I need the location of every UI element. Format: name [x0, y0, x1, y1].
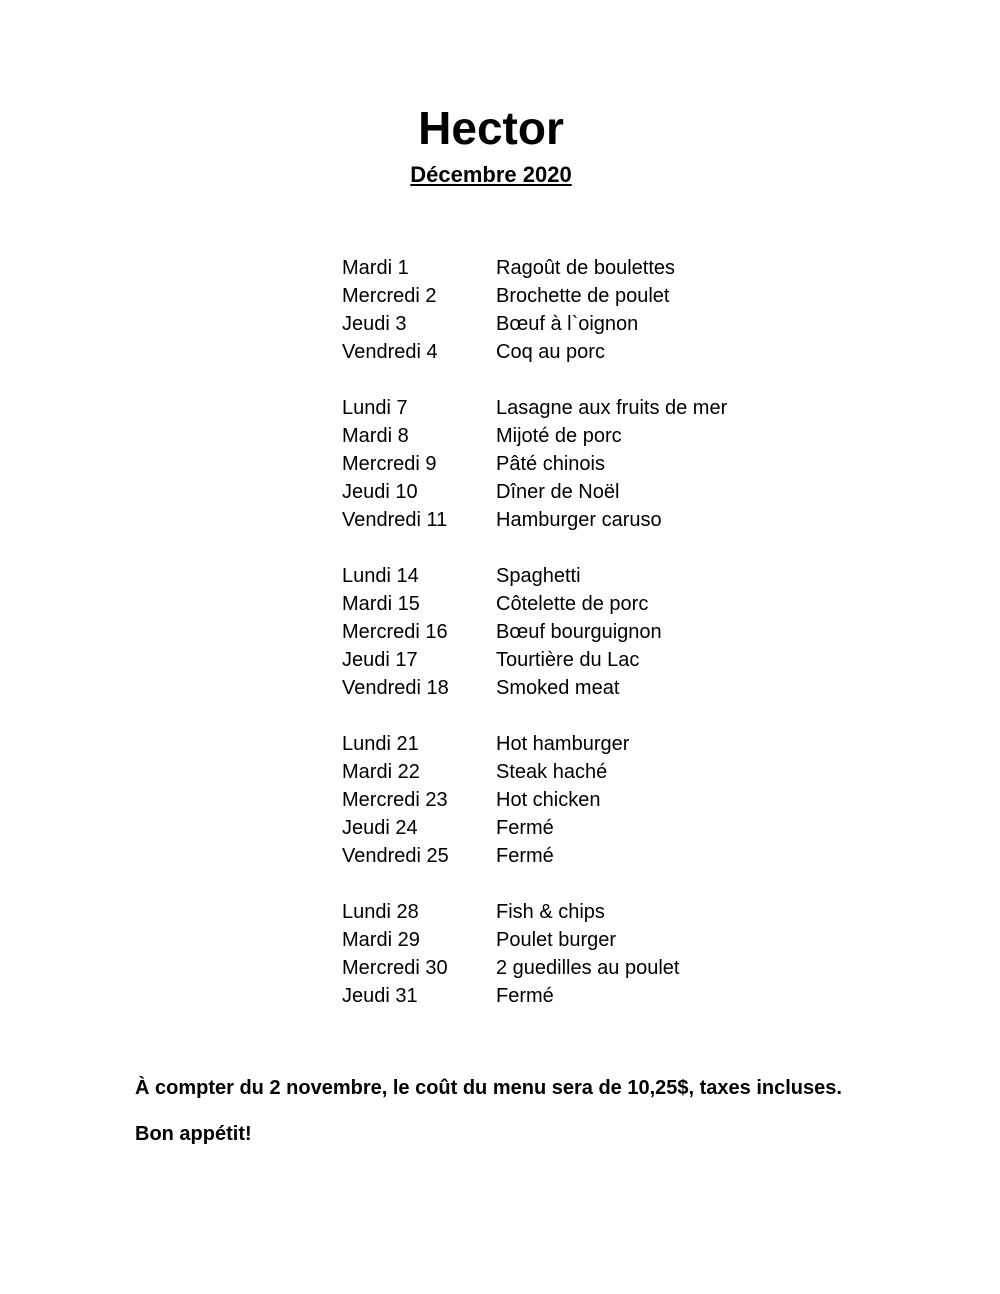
menu-dish: 2 guedilles au poulet [496, 957, 680, 979]
menu-row [342, 562, 862, 590]
menu-dish: Bœuf bourguignon [496, 621, 662, 643]
menu-week [342, 562, 862, 702]
menu-dish: Brochette de poulet [496, 285, 670, 307]
menu-day: Vendredi 11 [342, 509, 448, 531]
menu-row [342, 982, 862, 1010]
menu-row [342, 954, 862, 982]
menu-row [342, 842, 862, 870]
menu-day: Mercredi 23 [342, 789, 448, 811]
menu-row [342, 814, 862, 842]
menu-dish: Fish & chips [496, 901, 605, 923]
menu-day: Mercredi 9 [342, 453, 437, 475]
menu-week [342, 730, 862, 870]
menu-dish: Pâté chinois [496, 453, 605, 475]
menu-day: Mardi 29 [342, 929, 420, 951]
menu-dish: Hot chicken [496, 789, 601, 811]
menu-row [342, 506, 862, 534]
menu-dish: Tourtière du Lac [496, 649, 640, 671]
menu-row [342, 618, 862, 646]
menu-row [342, 674, 862, 702]
menu-dish: Fermé [496, 845, 554, 867]
menu-row [342, 450, 862, 478]
menu-day: Lundi 28 [342, 901, 419, 923]
menu-day: Mercredi 16 [342, 621, 448, 643]
menu-dish: Coq au porc [496, 341, 605, 363]
menu-week [342, 394, 862, 534]
menu-day: Mardi 1 [342, 257, 409, 279]
menu-day: Mercredi 30 [342, 957, 448, 979]
price-note: À compter du 2 novembre, le coût du menu sera de 10,25$, taxes incluses. [135, 1077, 842, 1099]
menu-day: Jeudi 10 [342, 481, 418, 503]
menu-dish: Fermé [496, 817, 554, 839]
menu-dish: Côtelette de porc [496, 593, 649, 615]
closing-note: Bon appétit! [135, 1123, 252, 1145]
menu-row [342, 254, 862, 282]
menu-day: Jeudi 17 [342, 649, 418, 671]
menu-row [342, 310, 862, 338]
menu-day: Lundi 21 [342, 733, 419, 755]
menu-dish: Mijoté de porc [496, 425, 622, 447]
menu-row [342, 422, 862, 450]
menu-day: Mardi 8 [342, 425, 409, 447]
menu-day: Lundi 14 [342, 565, 419, 587]
menu-dish: Poulet burger [496, 929, 617, 951]
menu-dish: Ragoût de boulettes [496, 257, 676, 279]
menu-week [342, 254, 862, 366]
menu-day: Mardi 15 [342, 593, 420, 615]
menu-row [342, 394, 862, 422]
menu-row [342, 898, 862, 926]
menu-dish: Bœuf à l`oignon [496, 313, 639, 335]
menu-row [342, 338, 862, 366]
menu-day: Jeudi 31 [342, 985, 418, 1007]
month-subtitle: Décembre 2020 [410, 162, 572, 187]
menu-day: Jeudi 3 [342, 313, 407, 335]
menu-dish: Lasagne aux fruits de mer [496, 397, 728, 419]
menu-row [342, 758, 862, 786]
menu-day: Jeudi 24 [342, 817, 418, 839]
menu-dish: Spaghetti [496, 565, 581, 587]
menu-day: Lundi 7 [342, 397, 408, 419]
menu-dish: Hamburger caruso [496, 509, 662, 531]
page-title: Hector [418, 102, 564, 154]
menu-dish: Fermé [496, 985, 554, 1007]
menu-day: Mardi 22 [342, 761, 420, 783]
menu-day: Vendredi 18 [342, 677, 449, 699]
menu-dish: Smoked meat [496, 677, 620, 699]
menu-row [342, 646, 862, 674]
menu-day: Mercredi 2 [342, 285, 437, 307]
menu-day: Vendredi 4 [342, 341, 438, 363]
menu-row [342, 478, 862, 506]
menu-row [342, 282, 862, 310]
menu-dish: Steak haché [496, 761, 608, 783]
menu-row [342, 730, 862, 758]
menu-row [342, 590, 862, 618]
menu-dish: Hot hamburger [496, 733, 630, 755]
menu-row [342, 786, 862, 814]
menu-week [342, 898, 862, 1010]
menu-row [342, 926, 862, 954]
menu-day: Vendredi 25 [342, 845, 449, 867]
menu-dish: Dîner de Noël [496, 481, 620, 503]
menu-list [342, 254, 862, 1038]
